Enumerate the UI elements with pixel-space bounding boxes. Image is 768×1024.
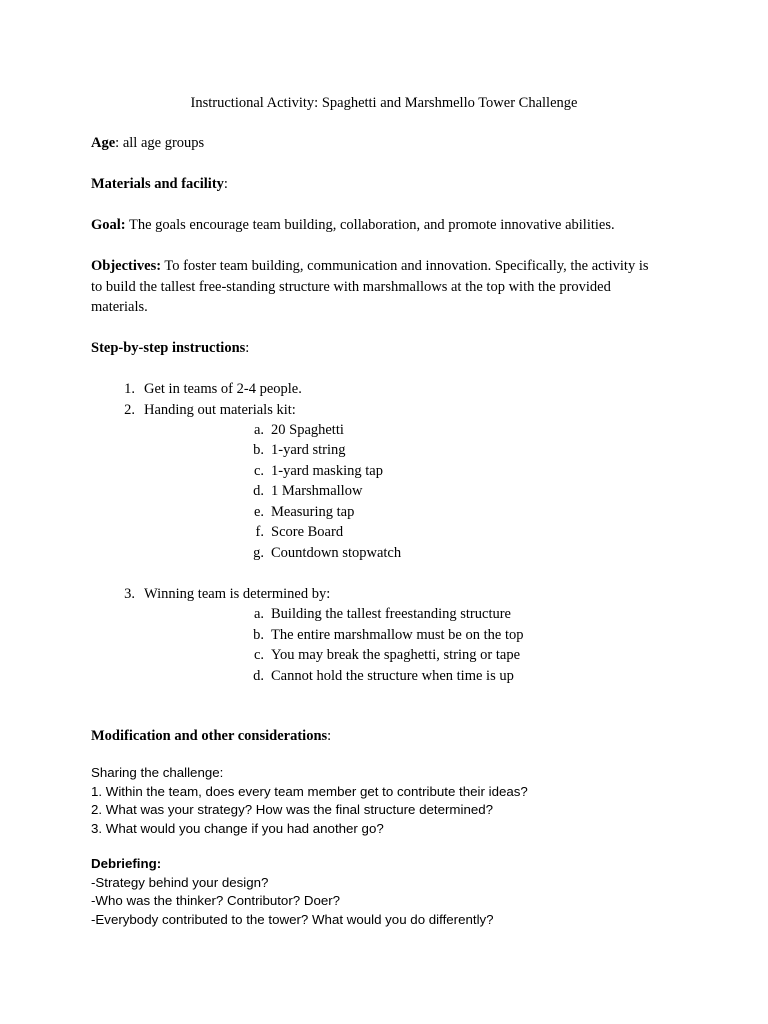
sharing-item: 1. Within the team, does every team member get to contribute their ideas? — [91, 783, 528, 799]
kit-item — [244, 461, 383, 482]
debriefing-label: Debriefing: — [91, 856, 162, 871]
age-value: : all age groups — [115, 135, 205, 151]
winning-item — [244, 645, 520, 666]
list-item — [108, 400, 296, 421]
materials-value: : — [223, 176, 228, 192]
goal-line — [91, 215, 691, 236]
debriefing-heading — [91, 855, 494, 874]
list-text: 1 Marshmallow — [271, 483, 363, 499]
objectives-text-1: To foster team building, communication and innovation. Specifically, the activity is — [161, 258, 649, 274]
objectives-label: Objectives: — [91, 258, 162, 274]
objectives-line-3: materials. — [91, 299, 148, 315]
debriefing-item: -Who was the thinker? Contributor? Doer? — [91, 893, 341, 908]
kit-item — [244, 420, 344, 441]
debriefing-item: -Everybody contributed to the tower? What would you do differently? — [91, 911, 494, 927]
sharing-section — [91, 764, 528, 838]
goal-value: The goals encourage team building, collaboration, and promote innovative abilities. — [125, 217, 615, 233]
sharing-item: 2. What was your strategy? How was the final structure determined? — [91, 802, 494, 817]
objectives-paragraph — [91, 256, 691, 318]
list-letter: c. — [253, 647, 264, 663]
list-letter: d. — [253, 668, 264, 684]
list-letter: a. — [253, 422, 264, 438]
list-text: 1-yard string — [271, 442, 346, 458]
winning-item — [244, 666, 514, 687]
list-text: The entire marshmallow must be on the top — [271, 627, 524, 643]
list-text: Countdown stopwatch — [271, 545, 402, 561]
list-text: Handing out materials kit: — [144, 402, 296, 418]
winning-item — [244, 604, 511, 625]
list-letter: f. — [255, 524, 264, 540]
list-letter: a. — [253, 606, 264, 622]
list-number: 2. — [124, 402, 135, 418]
list-letter: b. — [253, 627, 264, 643]
kit-item — [244, 440, 346, 461]
list-letter: e. — [253, 504, 264, 520]
modification-colon: : — [327, 728, 332, 744]
modification-label: Modification and other considerations — [91, 728, 328, 744]
sharing-heading: Sharing the challenge: — [91, 765, 224, 780]
list-letter: d. — [253, 483, 264, 499]
sharing-item: 3. What would you change if you had another go? — [91, 820, 384, 836]
debriefing-item: -Strategy behind your design? — [91, 874, 269, 890]
list-item — [108, 584, 330, 605]
objectives-line-2: to build the tallest free-standing structure with marshmallows at the top with the provided — [91, 278, 611, 295]
materials-line — [91, 174, 691, 195]
list-number: 1. — [124, 381, 135, 397]
steps-heading-label: Step-by-step instructions — [91, 340, 246, 356]
list-text: Cannot hold the structure when time is up — [271, 668, 514, 684]
steps-heading — [91, 338, 691, 359]
goal-label: Goal: — [91, 217, 126, 233]
list-text: 20 Spaghetti — [271, 422, 344, 438]
kit-item — [244, 481, 362, 502]
kit-item — [244, 522, 343, 543]
debriefing-section — [91, 855, 494, 929]
list-text: Building the tallest freestanding structure — [271, 606, 511, 622]
list-letter: c. — [253, 463, 264, 479]
kit-item — [244, 502, 354, 523]
list-text: Score Board — [271, 524, 344, 540]
list-text: You may break the spaghetti, string or tape — [271, 647, 521, 663]
list-text: 1-yard masking tap — [271, 463, 383, 479]
list-text: Winning team is determined by: — [144, 586, 331, 602]
list-text: Measuring tap — [271, 504, 355, 520]
list-letter: b. — [253, 442, 264, 458]
age-label: Age — [91, 135, 116, 151]
kit-item — [244, 543, 401, 564]
list-number: 3. — [124, 586, 135, 602]
age-line — [91, 133, 691, 154]
list-letter: g. — [253, 545, 264, 561]
list-text: Get in teams of 2-4 people. — [144, 381, 302, 397]
winning-item — [244, 625, 523, 646]
materials-label: Materials and facility — [91, 176, 224, 192]
steps-heading-colon: : — [245, 340, 250, 356]
modification-heading — [91, 726, 691, 747]
document-title: Instructional Activity: Spaghetti and Marshmello Tower Challenge — [190, 95, 578, 111]
objectives-line-1 — [91, 256, 691, 277]
list-item — [108, 379, 302, 400]
